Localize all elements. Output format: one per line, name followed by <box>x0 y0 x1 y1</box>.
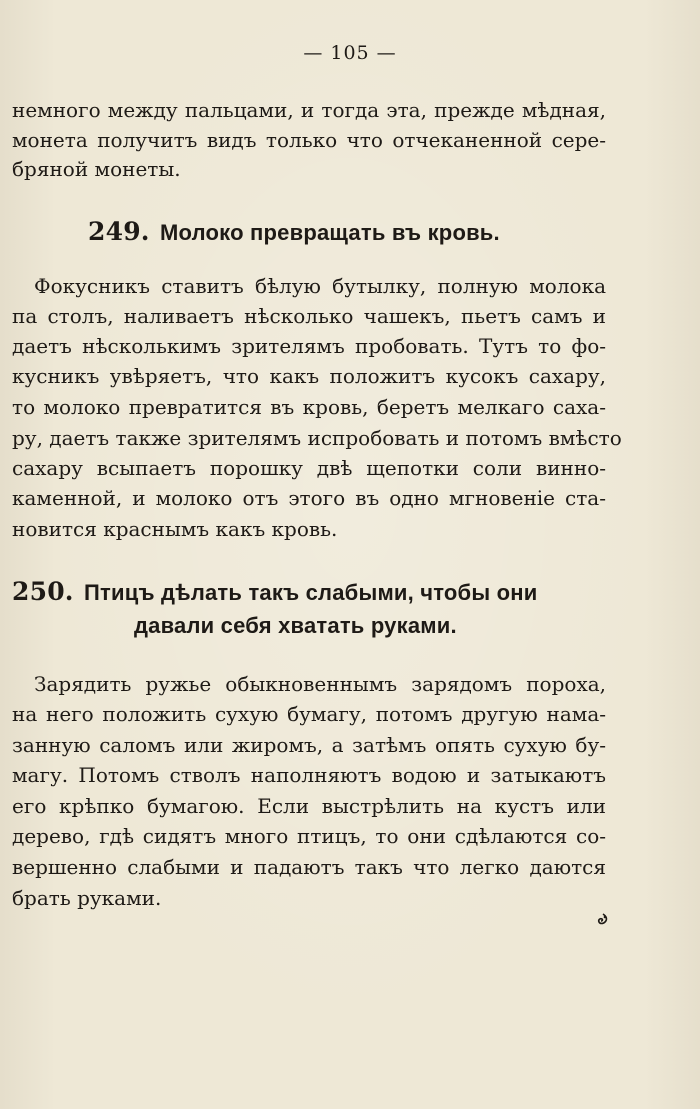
section-heading-250 <box>12 577 538 606</box>
text-line: немного между пальцами, и тогда эта, прежде мѣдная, <box>12 98 606 122</box>
text-line: Фокусникъ ставитъ бѣлую бутылку, полную молока <box>34 274 606 298</box>
section-heading-249 <box>88 217 500 246</box>
text-line: брать руками. <box>12 886 162 910</box>
text-line: Зарядить ружье обыкновеннымъ зарядомъ пороха, <box>34 672 606 696</box>
text-line: ру, даетъ также зрителямъ испробовать и потомъ вмѣсто <box>12 426 622 450</box>
text-line: монета получитъ видъ только что отчеканенной сере- <box>12 128 606 152</box>
section-number: 250. <box>12 577 74 606</box>
text-line: даетъ нѣсколькимъ зрителямъ пробовать. Тутъ то фо- <box>12 334 606 358</box>
fleuron-icon <box>596 913 610 927</box>
text-line: на него положить сухую бумагу, потомъ другую нама- <box>12 702 606 726</box>
text-line: сахару всыпаетъ порошку двѣ щепотки соли винно- <box>12 456 606 480</box>
fleuron-dot <box>604 916 607 919</box>
text-line: бряной монеты. <box>12 157 181 181</box>
section-title-continued: давали себя хватать руками. <box>134 613 457 638</box>
fleuron-leaf <box>599 914 607 924</box>
text-line: дерево, гдѣ сидятъ много птицъ, то они сдѣлаются со- <box>12 824 606 848</box>
text-line: то молоко превратится въ кровь, беретъ мелкаго саха- <box>12 395 606 419</box>
text-line: па столъ, наливаетъ нѣсколько чашекъ, пьетъ самъ и <box>12 304 606 328</box>
page-number: — 105 — <box>303 42 397 64</box>
text-line: кусникъ увѣряетъ, что какъ положитъ кусокъ сахару, <box>12 364 606 388</box>
text-line: новится краснымъ какъ кровь. <box>12 517 338 541</box>
text-line: каменной, и молоко отъ этого въ одно мгновеніе ста- <box>12 486 606 510</box>
text-line: его крѣпко бумагою. Если выстрѣлить на кустъ или <box>12 794 606 818</box>
text-line: магу. Потомъ стволъ наполняютъ водою и затыкаютъ <box>12 763 606 787</box>
text-line: вершенно слабыми и падаютъ такъ что легко даются <box>12 855 606 879</box>
section-title: Птицъ дѣлать такъ слабыми, чтобы они <box>84 580 538 605</box>
section-number: 249. <box>88 217 150 246</box>
section-title: Молоко превращать въ кровь. <box>160 220 500 245</box>
text-line: занную саломъ или жиромъ, а затѣмъ опять сухую бу- <box>12 733 606 757</box>
